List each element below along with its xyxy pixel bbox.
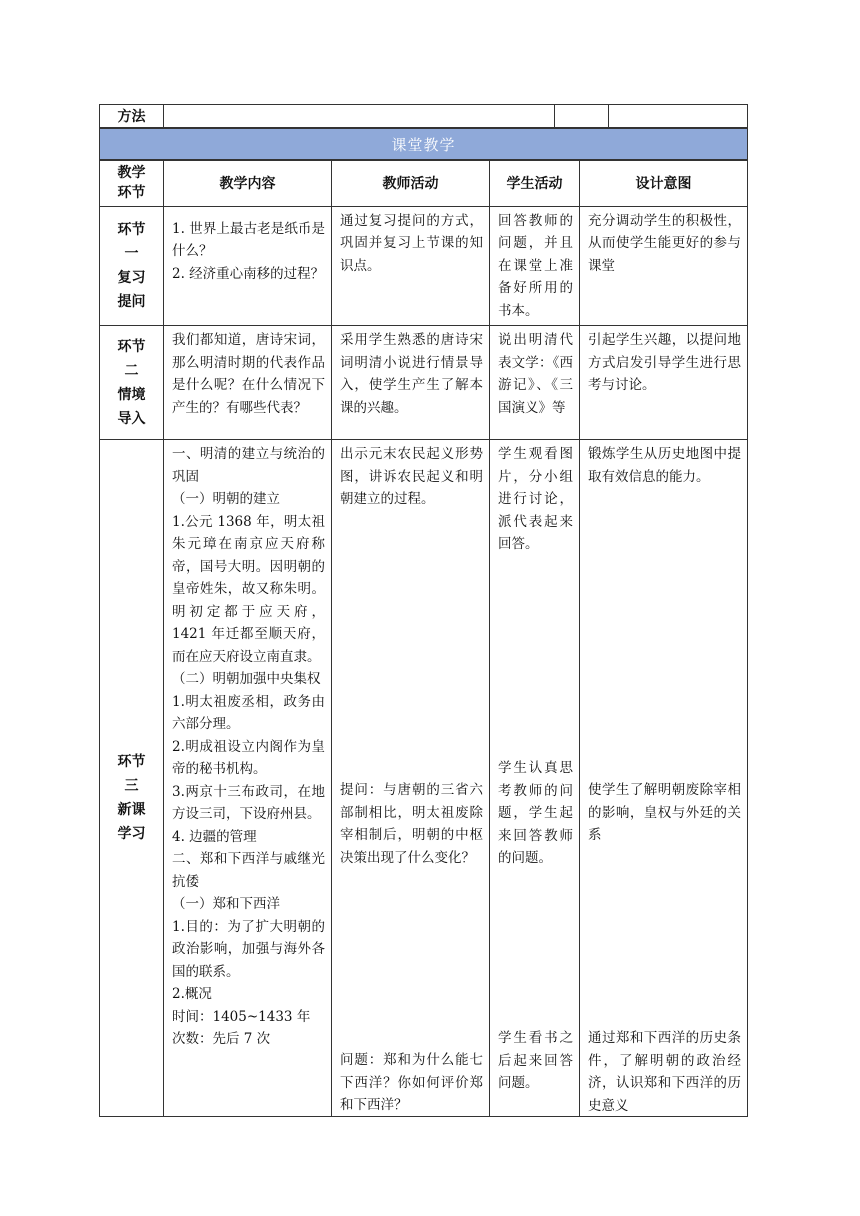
section-banner: 课堂教学 [100,128,748,160]
method-value-cell [164,105,748,129]
header-teacher: 教师活动 [332,160,490,206]
stage-2-content: 我们都知道，唐诗宋词，那么明清时期的代表作品是什么呢？在什么情况下产生的？有哪些代表？ [164,326,332,440]
method-row [100,105,748,129]
method-label: 方法 [100,105,164,129]
stage-row-1 [100,206,748,326]
stage-3-intent: 锻炼学生从历史地图中提取有效信息的能力。 使学生了解明朝废除宰相的影响，皇权与外廷的关系 通过郑和下西洋的历史条件，了解明朝的政治经济，认识郑和下西洋的历史意义 [580,440,748,1117]
stage-3-label: 环节 三 新课 学习 [100,440,164,1117]
stage-row-2 [100,326,748,440]
stage-2-student: 说出明清代表文学：《西游记》、《三国演义》等 [490,326,580,440]
stage-2-label: 环节 二 情境 导入 [100,326,164,440]
stage-2-intent: 引起学生兴趣，以提问地方式启发引导学生进行思考与讨论。 [580,326,748,440]
stage-3-student: 学生观看图片，分小组进行讨论，派代表起来回答。 学生认真思考教师的问题，学生起来回答教师的问题。 学生看书之后起来回答问题。 [490,440,580,1117]
stage-1-teacher: 通过复习提问的方式，巩固并复习上节课的知识点。 [332,206,490,326]
header-row [100,160,748,206]
stage-3-content: 一、明清的建立与统治的巩固 （一）明朝的建立 1.公元 1368 年，明太祖朱元璋在南京应天府称帝，国号大明。因明朝的皇帝姓朱，故又称朱明。明初定都于应天府，1421 年迁都至顺天府，而在应天府设立南直隶。 （二）明朝加强中央集权 1.明太祖废丞相，政务由六部分理。 2.明成祖设立内阁作为皇帝的秘书机构。 3.两京十三布政司，在地方设三司，下设府州县。 4. 边疆的管理 二、郑和下西洋与戚继光抗倭 （一）郑和下西洋 1.目的：为了扩大明朝的政治影响，加强与海外各国的联系。 2.概况 时间：1405~1433 年 次数：先后 7 次 [164,440,332,1117]
header-intent: 设计意图 [580,160,748,206]
lesson-plan-table [99,104,748,1117]
stage-2-teacher: 采用学生熟悉的唐诗宋词明清小说进行情景导入，使学生产生了解本课的兴趣。 [332,326,490,440]
header-stage [100,160,164,206]
header-student: 学生活动 [490,160,580,206]
stage-1-student: 回答教师的问题，并且在课堂上准备好所用的书本。 [490,206,580,326]
stage-1-label: 环节 一 复习 提问 [100,206,164,326]
stage-1-content: 1. 世界上最古老是纸币是什么？ 2. 经济重心南移的过程？ [164,206,332,326]
header-stage-label: 教学环节 [117,165,146,202]
header-content: 教学内容 [164,160,332,206]
stage-row-3 [100,440,748,1117]
stage-1-intent: 充分调动学生的积极性，从而使学生能更好的参与课堂 [580,206,748,326]
stage-3-teacher: 出示元末农民起义形势图，讲诉农民起义和明朝建立的过程。 提问：与唐朝的三省六部制相比，明太祖废除宰相制后，明朝的中枢决策出现了什么变化？ 问题：郑和为什么能七下西洋？你如何评价郑和下西洋？ [332,440,490,1117]
